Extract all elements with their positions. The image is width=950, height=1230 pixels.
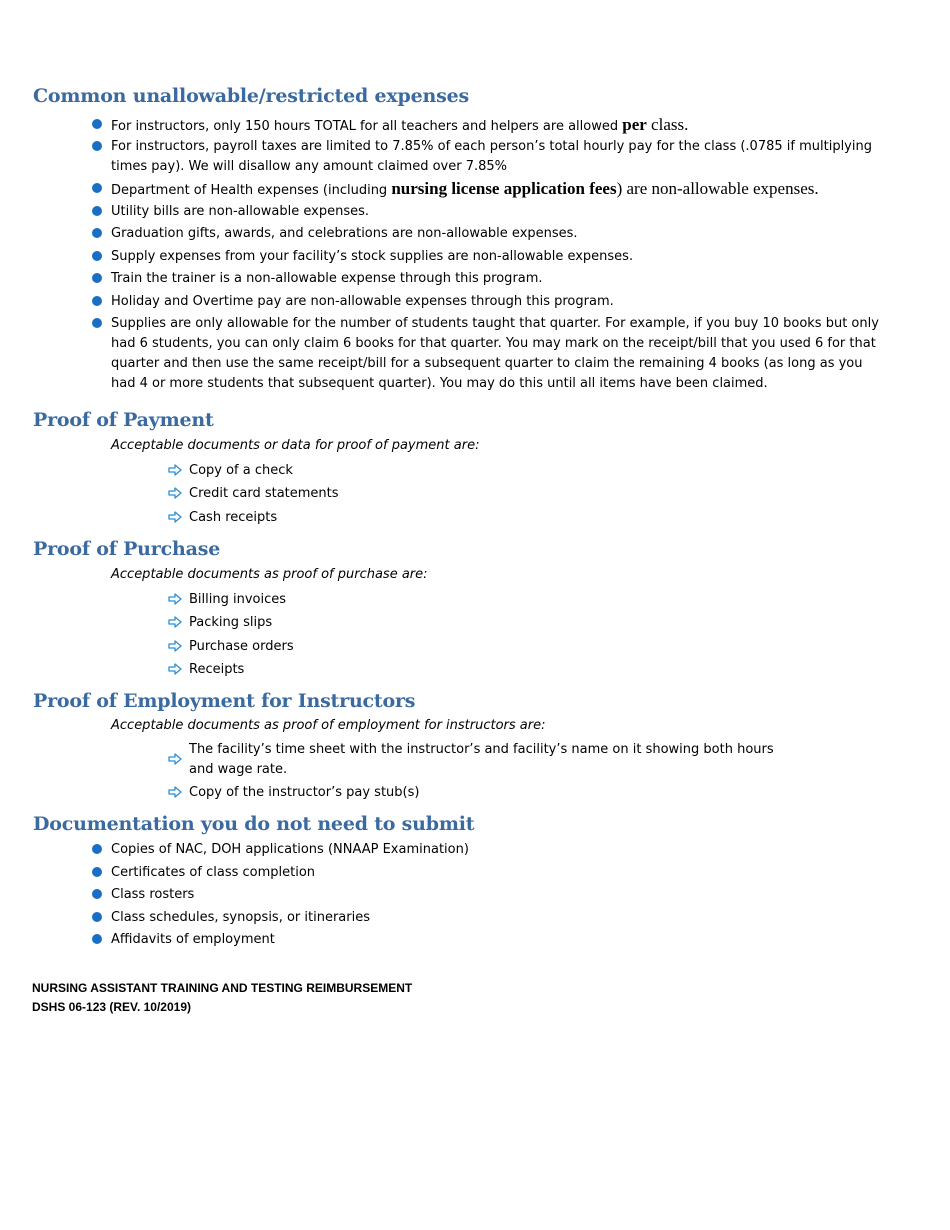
list-item: Utility bills are non-allowable expenses. <box>0 202 886 222</box>
proof-of-payment-list <box>0 461 789 531</box>
proof-of-employment-list <box>0 740 789 807</box>
heading-unallowable-expenses: Common unallowable/restricted expenses <box>33 85 469 107</box>
list-item: Supply expenses from your facility’s stock supplies are non-allowable expenses. <box>0 247 886 267</box>
proof-of-payment-intro: Acceptable documents or data for proof of payment are: <box>111 438 480 453</box>
list-item: Graduation gifts, awards, and celebrations are non-allowable expenses. <box>0 224 886 244</box>
bullet-icon <box>92 183 102 193</box>
bullet-icon <box>92 228 102 238</box>
heading-proof-of-employment: Proof of Employment for Instructors <box>33 690 416 712</box>
list-item: Class schedules, synopsis, or itineraries <box>0 908 886 928</box>
list-item: The facility’s time sheet with the instructor’s and facility’s name on it showing both hours and wage rate. <box>0 740 789 780</box>
list-item: Affidavits of employment <box>0 930 886 950</box>
heading-proof-of-purchase: Proof of Purchase <box>33 538 221 560</box>
proof-of-purchase-list <box>0 590 789 684</box>
bullet-icon <box>92 934 102 944</box>
list-item: Certificates of class completion <box>0 863 886 883</box>
documentation-not-needed-list <box>0 840 886 950</box>
bullet-icon <box>92 119 102 129</box>
arrow-right-icon <box>168 753 182 765</box>
bullet-icon <box>92 844 102 854</box>
list-item: Packing slips <box>0 613 789 633</box>
proof-of-employment-intro: Acceptable documents as proof of employment for instructors are: <box>111 718 546 733</box>
arrow-right-icon <box>168 786 182 798</box>
list-item: Receipts <box>0 660 789 680</box>
heading-proof-of-payment: Proof of Payment <box>33 409 214 431</box>
bullet-icon <box>92 318 102 328</box>
list-item: For instructors, only 150 hours TOTAL for all teachers and helpers are allowed per class. <box>0 115 886 137</box>
list-item: Department of Health expenses (including nursing license application fees) are non-allowable expenses. <box>0 179 886 201</box>
emphasis-license-fees: nursing license application fees <box>391 179 617 198</box>
bullet-icon <box>92 251 102 261</box>
list-item: Copy of the instructor’s pay stub(s) <box>0 783 789 803</box>
arrow-right-icon <box>168 663 182 675</box>
arrow-right-icon <box>168 464 182 476</box>
list-item: Holiday and Overtime pay are non-allowable expenses through this program. <box>0 292 886 312</box>
bullet-icon <box>92 206 102 216</box>
footer-form-number: DSHS 06-123 (REV. 10/2019) <box>32 1000 191 1014</box>
list-item: Billing invoices <box>0 590 789 610</box>
list-item: Supplies are only allowable for the number of students taught that quarter. For example, if you buy 10 books but only had 6 students, you can only claim 6 books for that quarter. You may mark on the receipt/bill that you used 6 for that quarter and then use the same receipt/bill for a subsequent quarter to claim the remaining 4 books (as long as you had 4 or more students that subsequent quarter). You may do this until all items have been claimed. <box>0 314 886 394</box>
list-item: Class rosters <box>0 885 886 905</box>
bullet-icon <box>92 296 102 306</box>
arrow-right-icon <box>168 640 182 652</box>
arrow-right-icon <box>168 511 182 523</box>
bullet-icon <box>92 912 102 922</box>
list-item: Train the trainer is a non-allowable expense through this program. <box>0 269 886 289</box>
footer-form-title: NURSING ASSISTANT TRAINING AND TESTING REIMBURSEMENT <box>32 981 413 995</box>
list-item: Cash receipts <box>0 508 789 528</box>
bullet-icon <box>92 273 102 283</box>
list-item: Copy of a check <box>0 461 789 481</box>
bullet-icon <box>92 867 102 877</box>
list-item: Copies of NAC, DOH applications (NNAAP Examination) <box>0 840 886 860</box>
arrow-right-icon <box>168 616 182 628</box>
bullet-icon <box>92 141 102 151</box>
bullet-icon <box>92 889 102 899</box>
arrow-right-icon <box>168 593 182 605</box>
emphasis-per: per <box>622 115 647 134</box>
proof-of-purchase-intro: Acceptable documents as proof of purchase are: <box>111 567 428 582</box>
list-item: Credit card statements <box>0 484 789 504</box>
arrow-right-icon <box>168 487 182 499</box>
unallowable-expenses-list <box>0 115 886 394</box>
list-item: Purchase orders <box>0 637 789 657</box>
list-item: For instructors, payroll taxes are limited to 7.85% of each person’s total hourly pay for the class (.0785 if multiplying times pay). We will disallow any amount claimed over 7.85% <box>0 137 886 177</box>
heading-documentation-not-needed: Documentation you do not need to submit <box>33 813 475 835</box>
